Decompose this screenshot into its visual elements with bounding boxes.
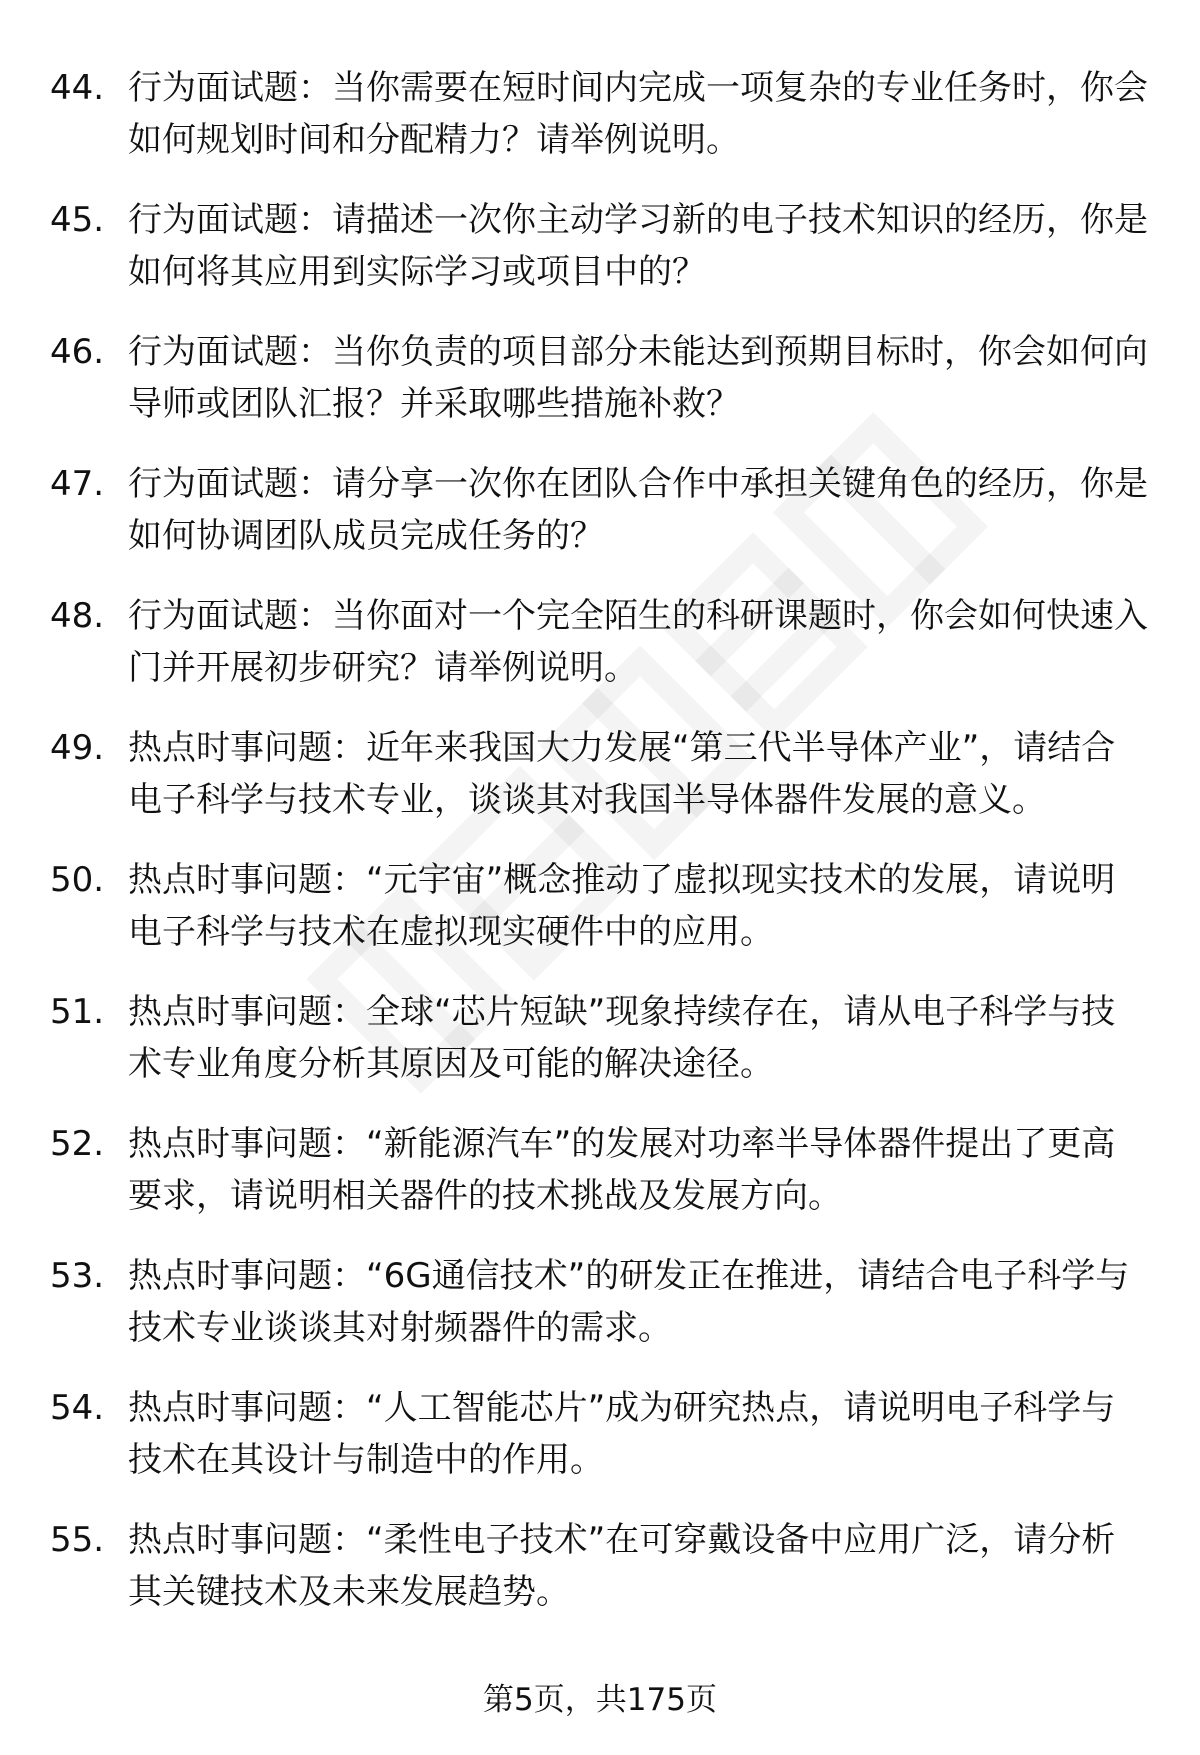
- question-number: 54.: [50, 1388, 105, 1428]
- question-text: 热点时事问题：近年来我国大力发展“第三代半导体产业”，请结合电子科学与技术专业，谈谈其对我国半导体器件发展的意义。: [128, 728, 1116, 820]
- question-number: 53.: [50, 1256, 105, 1296]
- question-text: 热点时事问题：全球“芯片短缺”现象持续存在，请从电子科学与技术专业角度分析其原因及可能的解决途径。: [128, 992, 1116, 1084]
- question-text: 行为面试题：当你负责的项目部分未能达到预期目标时，你会如何向导师或团队汇报？并采取哪些措施补救？: [128, 332, 1148, 424]
- list-item: [0, 194, 1148, 298]
- list-item: [0, 986, 1148, 1090]
- question-number: 55.: [50, 1520, 105, 1560]
- question-text: 行为面试题：请分享一次你在团队合作中承担关键角色的经历，你是如何协调团队成员完成任务的？: [128, 464, 1148, 556]
- question-number: 49.: [50, 728, 105, 768]
- question-text: 行为面试题：当你面对一个完全陌生的科研课题时，你会如何快速入门并开展初步研究？请举例说明。: [128, 596, 1148, 688]
- question-list: [0, 62, 1200, 1646]
- question-number: 47.: [50, 464, 105, 504]
- question-number: 46.: [50, 332, 105, 372]
- list-item: [0, 590, 1148, 694]
- question-number: 52.: [50, 1124, 105, 1164]
- question-number: 48.: [50, 596, 105, 636]
- list-item: [0, 722, 1148, 826]
- question-text: 行为面试题：当你需要在短时间内完成一项复杂的专业任务时，你会如何规划时间和分配精力？请举例说明。: [128, 68, 1148, 160]
- list-item: [0, 1250, 1148, 1354]
- list-item: [0, 1382, 1148, 1486]
- question-number: 44.: [50, 68, 105, 108]
- list-item: [0, 1514, 1148, 1618]
- question-text: 热点时事问题：“柔性电子技术”在可穿戴设备中应用广泛，请分析其关键技术及未来发展趋势。: [128, 1520, 1116, 1612]
- question-text: 热点时事问题：“6G通信技术”的研发正在推进，请结合电子科学与技术专业谈谈其对射频器件的需求。: [128, 1256, 1130, 1348]
- list-item: [0, 62, 1148, 166]
- question-text: 行为面试题：请描述一次你主动学习新的电子技术知识的经历，你是如何将其应用到实际学习或项目中的？: [128, 200, 1148, 292]
- question-number: 51.: [50, 992, 105, 1032]
- question-text: 热点时事问题：“元宇宙”概念推动了虚拟现实技术的发展，请说明电子科学与技术在虚拟现实硬件中的应用。: [128, 860, 1116, 952]
- question-text: 热点时事问题：“人工智能芯片”成为研究热点，请说明电子科学与技术在其设计与制造中的作用。: [128, 1388, 1116, 1480]
- list-item: [0, 326, 1148, 430]
- question-number: 45.: [50, 200, 105, 240]
- page-number: 第5页，共175页: [483, 1682, 717, 1718]
- question-number: 50.: [50, 860, 105, 900]
- list-item: [0, 854, 1148, 958]
- list-item: [0, 1118, 1148, 1222]
- list-item: [0, 458, 1148, 562]
- question-text: 热点时事问题：“新能源汽车”的发展对功率半导体器件提出了更高要求，请说明相关器件的技术挑战及发展方向。: [128, 1124, 1116, 1216]
